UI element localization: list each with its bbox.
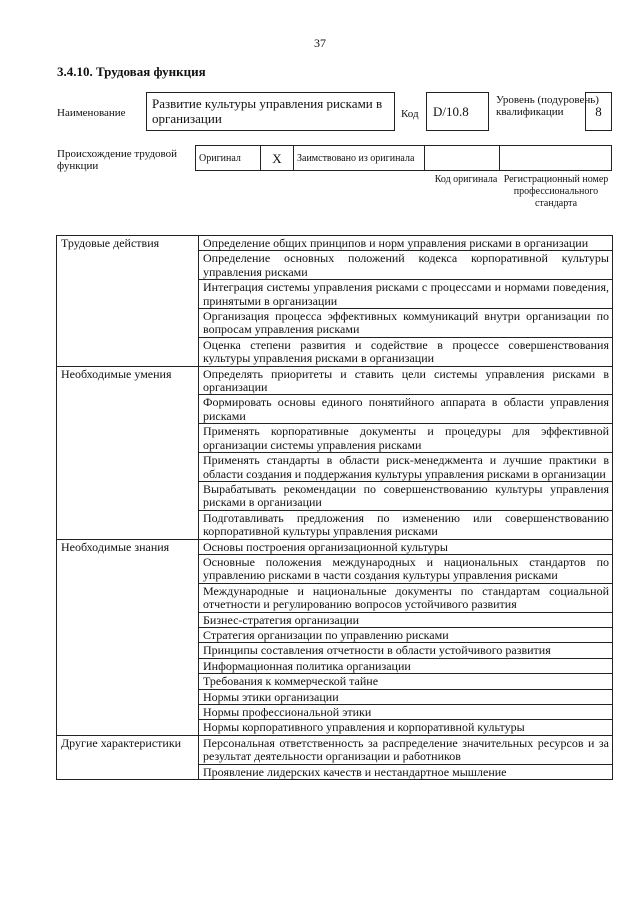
table-cell: Применять стандарты в области риск-менеджмента и лучшие практики в области создания и поддержания культуры управления рисками в организации: [199, 453, 613, 482]
origin-label: Происхождение трудовой функции: [57, 148, 178, 172]
name-label: Наименование: [57, 107, 126, 119]
table-cell: Оценка степени развития и содействие в процессе совершенствования культуры управления рисками в организации: [199, 337, 613, 366]
table-cell: Организация процесса эффективных коммуникаций внутри организации по вопросам управления рисками: [199, 309, 613, 338]
qualification-level-field: 8: [585, 92, 612, 131]
origin-grid: [195, 145, 612, 171]
table-cell: Подготавливать предложения по изменению или совершенствованию корпоративной культуры управления рисками: [199, 510, 613, 539]
table-cell: Международные и национальные документы по стандартам социальной отчетности и регулированию вопросов устойчивого развития: [199, 583, 613, 612]
table-cell: Формировать основы единого понятийного аппарата в области управления рисками: [199, 395, 613, 424]
level-label: Уровень (подуровень) квалификации: [496, 94, 599, 118]
section-title: 3.4.10. Трудовая функция: [57, 64, 206, 79]
table-cell: Проявление лидерских качеств и нестандартное мышление: [199, 764, 613, 779]
function-table: [56, 235, 613, 780]
section-heading: Трудовые действия: [57, 236, 199, 367]
table-row: [57, 539, 613, 554]
origin-code-cell: [425, 146, 500, 171]
table-cell: Бизнес-стратегия организации: [199, 612, 613, 627]
table-cell: Основы построения организационной культуры: [199, 539, 613, 554]
table-cell: Персональная ответственность за распределение значительных ресурсов и за результат деятельности организации и работников: [199, 735, 613, 764]
table-cell: Определять приоритеты и ставить цели системы управления рисками в организации: [199, 366, 613, 395]
table-cell: Определение основных положений кодекса корпоративной культуры управления рисками: [199, 251, 613, 280]
original-label: Оригинал: [196, 146, 261, 171]
origin-reg-caption: Регистрационный номер профессионального стандарта: [503, 174, 609, 209]
table-cell: Нормы этики организации: [199, 689, 613, 704]
section-heading: Другие характеристики: [57, 735, 199, 779]
table-row: [57, 366, 613, 395]
table-cell: Принципы составления отчетности в области устойчивого развития: [199, 643, 613, 658]
code-label: Код: [401, 108, 419, 120]
section-heading: Необходимые умения: [57, 366, 199, 539]
table-cell: Нормы корпоративного управления и корпоративной культуры: [199, 720, 613, 735]
table-cell: Применять корпоративные документы и процедуры для эффективной организации системы управления рисками: [199, 424, 613, 453]
table-cell: Интеграция системы управления рисками с процессами и нормами поведения, принятыми в организации: [199, 280, 613, 309]
table-row: [57, 236, 613, 251]
origin-reg-cell: [500, 146, 612, 171]
origin-code-caption: Код оригинала: [434, 174, 498, 185]
function-code-field: D/10.8: [426, 92, 489, 131]
table-cell: Требования к коммерческой тайне: [199, 674, 613, 689]
table-cell: Вырабатывать рекомендации по совершенствованию культуры управления рисками в организации: [199, 481, 613, 510]
table-cell: Определение общих принципов и норм управления рисками в организации: [199, 236, 613, 251]
section-heading: Необходимые знания: [57, 539, 199, 735]
table-row: [57, 735, 613, 764]
original-mark: X: [261, 146, 294, 171]
table-cell: Информационная политика организации: [199, 658, 613, 673]
table-cell: Стратегия организации по управлению рисками: [199, 627, 613, 642]
table-cell: Основные положения международных и национальных стандартов по управлению рисками в части создания культуры управления рисками: [199, 554, 613, 583]
function-name-field: Развитие культуры управления рисками в организации: [146, 92, 395, 131]
table-cell: Нормы профессиональной этики: [199, 705, 613, 720]
page-number: 37: [314, 36, 326, 50]
borrowed-label: Заимствовано из оригинала: [294, 146, 425, 171]
